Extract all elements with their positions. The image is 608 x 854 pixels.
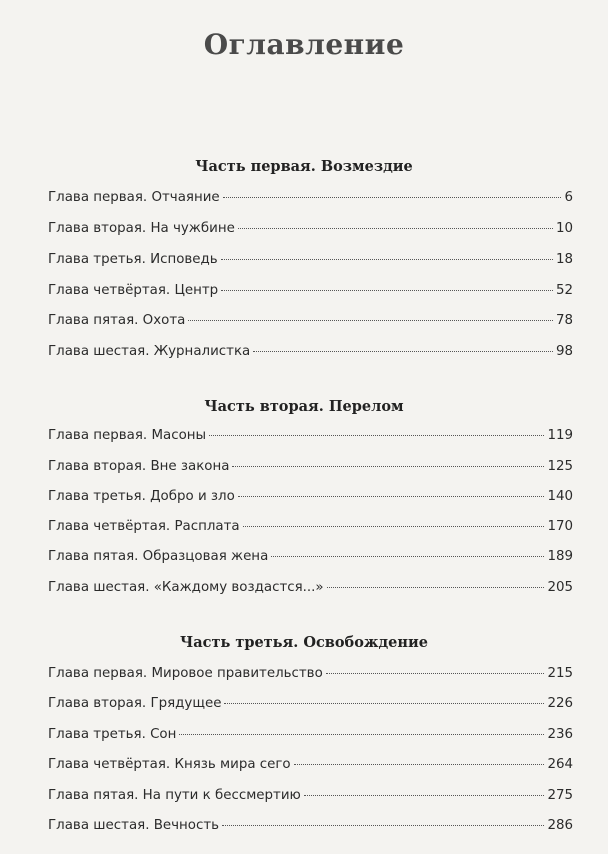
chapter-page-number: 236 xyxy=(547,727,573,742)
chapter-title: Глава третья. Исповедь xyxy=(48,252,218,267)
chapter-title: Глава вторая. Вне закона xyxy=(48,459,230,474)
dot-leader xyxy=(221,259,553,260)
chapter-page-number: 275 xyxy=(547,788,573,803)
chapter-page-number: 170 xyxy=(547,519,573,534)
chapter-page-number: 18 xyxy=(555,252,573,267)
chapter-title: Глава шестая. Журналистка xyxy=(48,344,251,359)
toc-entry xyxy=(48,283,573,303)
toc-entry xyxy=(48,666,573,686)
chapter-page-number: 78 xyxy=(555,313,573,328)
dot-leader xyxy=(188,320,553,321)
dot-leader xyxy=(327,587,545,588)
toc-entry xyxy=(48,580,573,600)
dot-leader xyxy=(294,764,545,765)
toc-entry xyxy=(48,818,573,838)
toc-entry xyxy=(48,313,573,333)
dot-leader xyxy=(253,351,553,352)
chapter-title: Глава пятая. Образцовая жена xyxy=(48,549,269,564)
chapter-page-number: 140 xyxy=(547,489,573,504)
chapter-title: Глава третья. Сон xyxy=(48,727,177,742)
chapter-title: Глава четвёртая. Князь мира сего xyxy=(48,757,291,772)
chapter-page-number: 52 xyxy=(555,283,573,298)
chapter-page-number: 205 xyxy=(547,580,573,595)
dot-leader xyxy=(209,435,544,436)
chapter-page-number: 264 xyxy=(547,757,573,772)
toc-entry xyxy=(48,221,573,241)
dot-leader xyxy=(179,734,544,735)
dot-leader xyxy=(304,795,545,796)
dot-leader xyxy=(224,703,544,704)
chapter-title: Глава первая. Мировое правительство xyxy=(48,666,323,681)
part-heading-2: Часть вторая. Перелом xyxy=(204,398,404,415)
toc-entry xyxy=(48,489,573,509)
chapter-title: Глава четвёртая. Расплата xyxy=(48,519,240,534)
chapter-title: Глава вторая. Грядущее xyxy=(48,696,222,711)
toc-entry xyxy=(48,519,573,539)
dot-leader xyxy=(221,290,553,291)
chapter-title: Глава шестая. «Каждому воздастся...» xyxy=(48,580,324,595)
dot-leader xyxy=(223,197,562,198)
chapter-page-number: 6 xyxy=(564,190,573,205)
dot-leader xyxy=(326,673,545,674)
chapter-page-number: 215 xyxy=(547,666,573,681)
dot-leader xyxy=(232,466,544,467)
dot-leader xyxy=(222,825,544,826)
chapter-title: Глава первая. Отчаяние xyxy=(48,190,220,205)
dot-leader xyxy=(238,228,553,229)
toc-entry xyxy=(48,252,573,272)
toc-entry xyxy=(48,757,573,777)
toc-entry xyxy=(48,344,573,364)
chapter-title: Глава шестая. Вечность xyxy=(48,818,220,833)
chapter-title: Глава четвёртая. Центр xyxy=(48,283,219,298)
chapter-page-number: 98 xyxy=(555,344,573,359)
toc-title: Оглавление xyxy=(203,28,405,61)
dot-leader xyxy=(271,556,544,557)
part-heading-1: Часть первая. Возмездие xyxy=(195,158,413,175)
part-heading-3: Часть третья. Освобождение xyxy=(180,634,428,651)
chapter-page-number: 119 xyxy=(547,428,573,443)
chapter-title: Глава первая. Масоны xyxy=(48,428,207,443)
chapter-page-number: 10 xyxy=(555,221,573,236)
chapter-page-number: 189 xyxy=(547,549,573,564)
toc-entry xyxy=(48,727,573,747)
toc-entry xyxy=(48,190,573,210)
toc-entry xyxy=(48,428,573,448)
toc-entry xyxy=(48,459,573,479)
chapter-page-number: 286 xyxy=(547,818,573,833)
toc-entry xyxy=(48,788,573,808)
toc-entry xyxy=(48,696,573,716)
chapter-title: Глава третья. Добро и зло xyxy=(48,489,235,504)
chapter-title: Глава пятая. На пути к бессмертию xyxy=(48,788,301,803)
dot-leader xyxy=(243,526,545,527)
toc-entry xyxy=(48,549,573,569)
chapter-title: Глава вторая. На чужбине xyxy=(48,221,235,236)
dot-leader xyxy=(238,496,545,497)
chapter-page-number: 125 xyxy=(547,459,573,474)
chapter-page-number: 226 xyxy=(547,696,573,711)
chapter-title: Глава пятая. Охота xyxy=(48,313,186,328)
